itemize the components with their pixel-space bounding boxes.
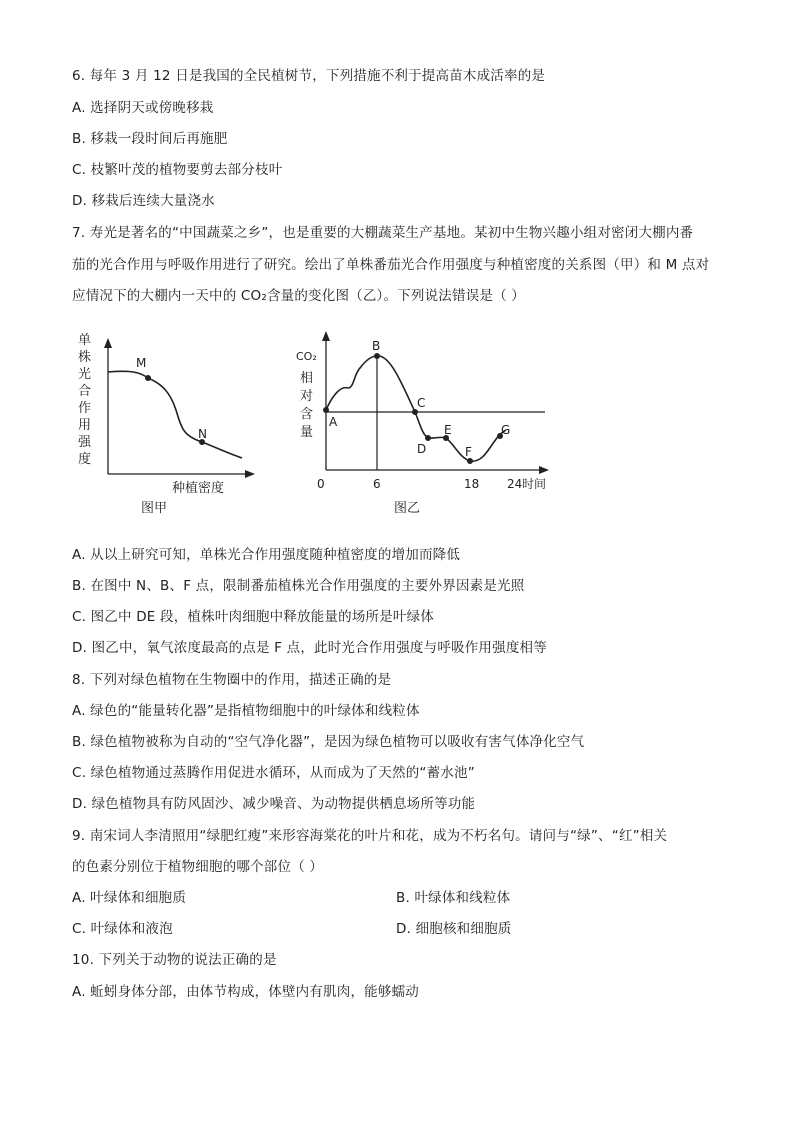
figure-jia-xlabel: 种植密度 (172, 481, 225, 496)
figure-yi-point-b-label: B (372, 339, 381, 353)
question-7-stem-line-3: 应情况下的大棚内一天中的 CO₂含量的变化图（乙）。下列说法错误是（ ） (72, 288, 525, 304)
figure-jia-ylabel-char: 强 (78, 435, 92, 450)
figure-yi-ylabel-char: 量 (300, 425, 314, 440)
figure-yi-point-b (374, 353, 380, 359)
figure-yi-caption: 图乙 (394, 501, 421, 516)
figure-yi-point-a (323, 407, 329, 413)
figure-jia-ylabel-char: 用 (78, 418, 92, 433)
figure-jia (70, 326, 270, 522)
figure-yi-point-d (425, 435, 431, 441)
figure-yi-point-f-label: F (465, 445, 472, 459)
figure-jia-caption: 图甲 (141, 501, 168, 516)
figure-yi-ylabel-char: 对 (300, 389, 314, 404)
question-6-option-a: A. 选择阴天或傍晚移栽 (72, 100, 214, 116)
question-7-stem-line-2: 茄的光合作用与呼吸作用进行了研究。绘出了单株番茄光合作用强度与种植密度的关系图（甲）和 M 点对 (72, 257, 710, 273)
figure-jia-ylabel-char: 光 (78, 367, 92, 382)
question-8-option-d: D. 绿色植物具有防风固沙、减少噪音、为动物提供栖息场所等功能 (72, 796, 476, 812)
figure-yi-ylabel-char: 相 (300, 371, 314, 386)
question-7-option-d: D. 图乙中，氧气浓度最高的点是 F 点，此时光合作用强度与呼吸作用强度相等 (72, 640, 547, 656)
figure-yi-y-arrow (322, 331, 330, 341)
figure-yi-point-c-label: C (417, 396, 426, 410)
question-6-stem: 6. 每年 3 月 12 日是我国的全民植树节，下列措施不利于提高苗木成活率的是 (72, 68, 546, 84)
question-8-option-c: C. 绿色植物通过蒸腾作用促进水循环，从而成为了天然的“蓄水池” (72, 765, 475, 781)
figure-jia-ylabel-char: 作 (78, 401, 92, 416)
figure-yi-point-d-label: D (417, 442, 427, 456)
figure-jia-ylabel (78, 333, 92, 467)
figure-yi-ylabel (300, 370, 313, 440)
figure-jia-y-arrow (104, 338, 112, 348)
figure-yi-x-arrow (539, 466, 549, 474)
question-7-stem-line-1: 7. 寿光是著名的“中国蔬菜之乡”，也是重要的大棚蔬菜生产基地。某初中生物兴趣小组对密闭大棚内番 (72, 225, 694, 241)
figure-yi-ylabel-char: 含 (300, 407, 314, 422)
figure-jia-x-arrow (245, 470, 255, 478)
figure-jia-point-m (145, 375, 151, 381)
question-8-stem: 8. 下列对绿色植物在生物圈中的作用，描述正确的是 (72, 672, 392, 688)
figure-yi-tick-6: 6 (373, 477, 381, 491)
figure-jia-point-n-label: N (198, 427, 207, 441)
question-9-option-b: B. 叶绿体和线粒体 (396, 890, 511, 906)
figure-jia-ylabel-char: 合 (78, 384, 92, 399)
question-6-option-d: D. 移栽后连续大量浇水 (72, 193, 215, 209)
figure-jia-ylabel-char: 单 (78, 333, 92, 348)
figure-yi-tick-24: 24 (507, 477, 523, 491)
figure-jia-ylabel-char: 株 (78, 350, 92, 365)
question-7-option-a: A. 从以上研究可知，单株光合作用强度随种植密度的增加而降低 (72, 547, 461, 563)
figure-yi (290, 326, 570, 522)
question-6-option-b: B. 移栽一段时间后再施肥 (72, 131, 228, 147)
figure-yi-curve (326, 356, 506, 461)
question-6-option-c: C. 枝繁叶茂的植物要剪去部分枝叶 (72, 162, 283, 178)
question-10-stem: 10. 下列关于动物的说法正确的是 (72, 952, 277, 968)
question-7-option-c: C. 图乙中 DE 段，植株叶肉细胞中释放能量的场所是叶绿体 (72, 609, 435, 625)
figure-yi-point-e-label: E (444, 423, 452, 437)
question-9-option-d: D. 细胞核和细胞质 (396, 921, 512, 937)
figure-yi-xlabel: 时间 (522, 477, 547, 491)
question-10-option-a: A. 蚯蚓身体分部，由体节构成，体壁内有肌肉，能够蠕动 (72, 984, 419, 1000)
question-8-option-a: A. 绿色的“能量转化器”是指植物细胞中的叶绿体和线粒体 (72, 703, 420, 719)
figure-yi-point-g-label: G (501, 423, 511, 437)
figure-yi-point-a-label: A (329, 415, 338, 429)
figure-jia-ylabel-char: 度 (78, 452, 92, 467)
question-9-stem-line-1: 9. 南宋词人李清照用“绿肥红瘦”来形容海棠花的叶片和花，成为不朽名句。请问与“绿”、“红”相关 (72, 828, 668, 844)
figure-yi-tick-0: 0 (317, 477, 325, 491)
figure-yi-ylabel-top: CO₂ (296, 350, 317, 363)
question-9-stem-line-2: 的色素分别位于植物细胞的哪个部位（ ） (72, 859, 324, 875)
question-7-option-b: B. 在图中 N、B、F 点，限制番茄植株光合作用强度的主要外界因素是光照 (72, 578, 525, 594)
figure-jia-point-m-label: M (136, 356, 147, 370)
question-8-option-b: B. 绿色植物被称为自动的“空气净化器”，是因为绿色植物可以吸收有害气体净化空气 (72, 734, 585, 750)
question-9-option-a: A. 叶绿体和细胞质 (72, 890, 187, 906)
question-9-option-c: C. 叶绿体和液泡 (72, 921, 173, 937)
figure-yi-tick-18: 18 (464, 477, 480, 491)
figure-jia-curve (108, 371, 242, 458)
